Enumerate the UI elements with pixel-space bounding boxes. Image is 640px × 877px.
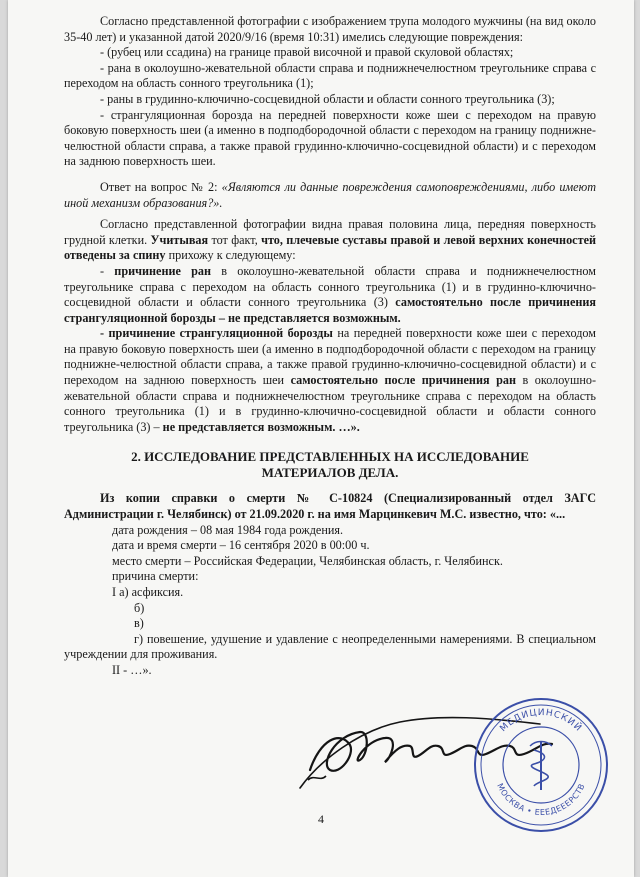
page-number: 4 [318, 812, 324, 826]
certificate-cause-c: в) [134, 616, 144, 631]
bold-run: самостоятельно после причинения ран [290, 373, 516, 388]
injury-item-2: - рана в околоушно-жевательной области справа и поднижнечелюстном треугольнике справа с переходом на область сонного треугольника (1); [64, 60, 596, 91]
certificate-cause-d: г) повешение, удушение и удавление с неопределенными намерениями. В специальном учреждении для проживания. [64, 631, 596, 662]
injury-item-4: - странгуляционная борозда на передней поверхности коже шеи с переходом на правую боковую поверхность шеи (а именно в подподбородочной области с переходом на границу поднижне-челюстной области справа, а также правой грудинно-ключично-сосцевидной области) и с переходом на заднюю поверхность шеи. [64, 107, 596, 169]
death-certificate-intro: Из копии справки о смерти № С-10824 (Специализированный отдел ЗАГС Администрации г. Челябинск) от 21.09.2020 г. на имя Марцинкевич М.С. известно, что: «... [64, 491, 596, 522]
text-run: Согласно представленной фотографии видна правая половина лица, передняя поверхность грудной клетки. [64, 217, 596, 247]
document-body [64, 14, 596, 679]
paragraph-conclusion-intro [64, 217, 596, 264]
text-run: на передней поверхности коже шеи с переходом на правую боковую поверхность шеи (а именно в подподбородочной области с переходом на границу поднижне-челюстной области справа, а также правой грудинно-ключично-сосцевидной области) и с переходом на заднюю поверхность шеи [64, 326, 596, 388]
svg-text:МЕДИЦИНСКИЙ: МЕДИЦИНСКИЙ [498, 707, 584, 735]
svg-text:МОСКВА • ЕЕЕДЕЕЕРСТВ: МОСКВА • ЕЕЕДЕЕЕРСТВ [495, 781, 587, 818]
text-run: в околоушно-жевательной области справа и поднижнечелюстном треугольнике справа с переходом на область сонного треугольника (1) и в грудинно-ключично-сосцевидной области и области сонного треугольника (3) – [64, 373, 597, 434]
certificate-birth-date: дата рождения – 08 мая 1984 года рождения. [112, 522, 344, 537]
answer-prefix: Ответ на вопрос № 2: [100, 179, 222, 194]
bold-run: причинение ран [114, 263, 212, 278]
text-run: прихожу к следующему: [165, 248, 296, 263]
bold-run: самостоятельно после причинения странгуляционной борозды – не представляется возможным. [64, 295, 596, 325]
bold-run: что, плечевые суставы правой и левой верхних конечностей отведены за спину [64, 232, 597, 263]
certificate-death-place: место смерти – Российская Федерации, Челябинская область, г. Челябинск. [112, 553, 503, 568]
text-run: тот факт, [208, 232, 262, 247]
injury-item-3: - раны в грудинно-ключично-сосцевидной области и области сонного треугольника (3); [100, 91, 555, 106]
certificate-cause-label: причина смерти: [112, 569, 199, 584]
certificate-death-date: дата и время смерти – 16 сентября 2020 в 00:00 ч. [112, 538, 370, 553]
certificate-part-2: II - …». [112, 662, 152, 677]
bold-run: - причинение странгуляционной борозды [100, 326, 333, 341]
text-run: в околоушно-жевательной области справа и поднижнечелюстном треугольнике справа с переходом на область сонного треугольника (1) и в грудинно-ключично-сосцевидной области и области сонного треугольника (3) [64, 263, 597, 310]
certificate-cause-a: I а) асфиксия. [112, 585, 184, 599]
answer-question-2 [64, 180, 596, 211]
bold-run: не представляется возможным. …». [162, 419, 360, 434]
text-run: - [100, 263, 115, 278]
section-heading: 2. ИССЛЕДОВАНИЕ ПРЕДСТАВЛЕННЫХ НА ИССЛЕДОВАНИЕ МАТЕРИАЛОВ ДЕЛА. [131, 449, 529, 481]
conclusion-item-2 [64, 326, 596, 435]
injury-item-1: - (рубец или ссадина) на границе правой височной и правой скуловой областях; [100, 45, 514, 60]
paragraph-photo-description: Согласно представленной фотографии с изображением трупа молодого мужчины (на вид около 35-40 лет) и указанной датой 2020/9/16 (время 10:31) имелись следующие повреждения: [64, 14, 596, 44]
document-page [8, 0, 634, 877]
question-text: «Являются ли данные повреждения самоповреждениями, либо имеют иной механизм образования?». [64, 179, 596, 210]
certificate-cause-b: б) [134, 600, 145, 615]
bold-run: Учитывая [150, 232, 209, 247]
conclusion-item-1 [64, 264, 596, 326]
